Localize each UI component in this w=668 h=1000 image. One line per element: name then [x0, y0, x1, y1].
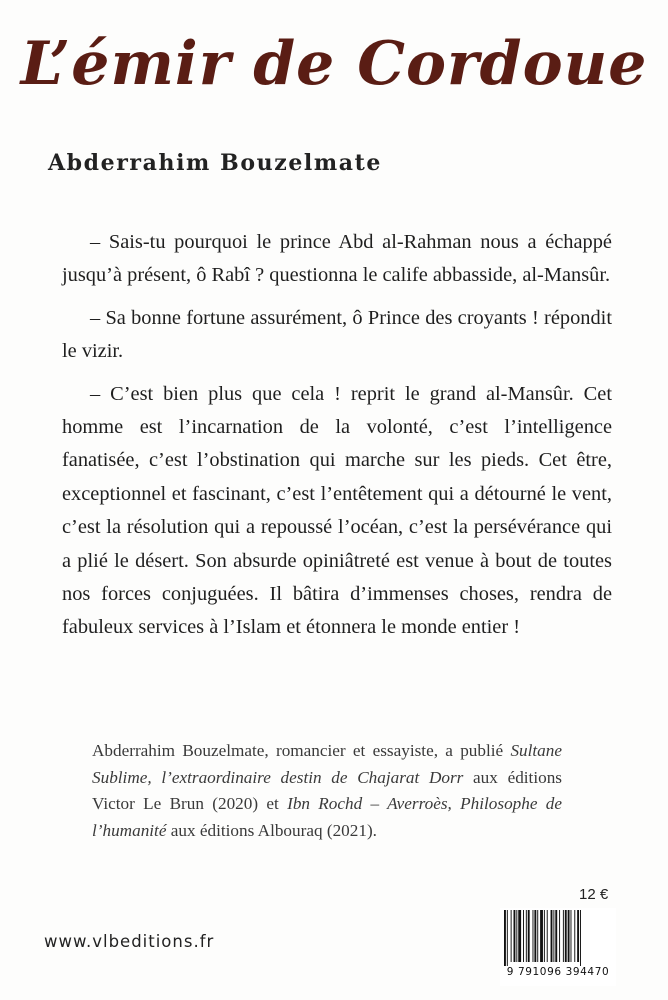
bio-end: aux éditions Albouraq (2021).: [166, 820, 377, 840]
bio-book-title: Ibn Rochd – Averroès, Philosophe de l’humanité: [92, 794, 562, 840]
barcode-bar: [518, 910, 521, 962]
author-name: Abderrahim Bouzelmate: [48, 150, 382, 176]
barcode-bar: [577, 910, 579, 962]
blurb-paragraph: – Sais-tu pourquoi le prince Abd al-Rahman nous a échappé jusqu’à présent, ô Rabî ? questionna le calife abbasside, al-Mansûr.: [62, 231, 612, 287]
barcode-bar: [533, 910, 534, 962]
barcode-bar: [559, 910, 560, 962]
barcode-bar: [547, 910, 548, 962]
barcode-bars: [504, 910, 612, 966]
barcode-bar: [504, 910, 506, 966]
barcode-bar: [580, 910, 581, 966]
barcode-bar: [571, 910, 572, 962]
barcode-bar: [563, 910, 564, 962]
bio-book-title: Sultane Sublime, l’extraordinaire destin de Chajarat Dorr: [92, 741, 562, 787]
blurb-paragraph: – Sa bonne fortune assurément, ô Prince des croyants ! répondit le vizir.: [62, 306, 612, 363]
barcode-bar: [507, 910, 508, 966]
barcode-bar: [514, 910, 516, 962]
barcode-bar: [555, 910, 557, 962]
blurb-paragraph: – C’est bien plus que cela ! reprit le grand al-Mansûr. Cet homme est l’incarnation de la volonté, c’est l’intelligence fanatisée, c’est l’obstination qui marche sur les pieds. Cet être, exceptionnel et fascinant, c’est l’entêtement qui a détourné le vent, c’est la résolution qui a repoussé l’océan, c’est la persévérance qui a plié le désert. Son absurde opiniâtreté est venue à bout de toutes nos forces conjuguées. Il bâtira d’immenses choses, rendra de fabuleux services à l’Islam et étonnera le monde entier !: [62, 382, 612, 639]
barcode-bar: [565, 910, 567, 962]
author-bio: [92, 738, 562, 844]
bio-publisher-text: aux éditions Victor Le Brun (2020) et: [92, 767, 562, 813]
barcode-bar: [534, 910, 536, 962]
blurb: [62, 226, 612, 654]
barcode-bar: [511, 910, 512, 962]
barcode: [500, 908, 616, 986]
book-title: L’émir de Cordoue: [20, 29, 648, 99]
barcode-bar: [526, 910, 527, 962]
barcode-bar: [540, 910, 543, 962]
barcode-bar: [528, 910, 530, 962]
barcode-bar: [523, 910, 524, 962]
barcode-bar: [574, 910, 575, 962]
barcode-bar: [553, 910, 554, 962]
barcode-bar: [537, 910, 538, 962]
barcode-bar: [516, 910, 517, 962]
publisher-website: www.vlbeditions.fr: [44, 932, 215, 951]
bio-intro: Abderrahim Bouzelmate, romancier et essayiste, a publié: [92, 741, 511, 760]
isbn-number: 9 791096 394470: [506, 966, 610, 978]
price-label: 12 €: [579, 886, 609, 903]
barcode-bar: [568, 910, 570, 962]
barcode-bar: [544, 910, 545, 962]
barcode-bar: [551, 910, 553, 962]
